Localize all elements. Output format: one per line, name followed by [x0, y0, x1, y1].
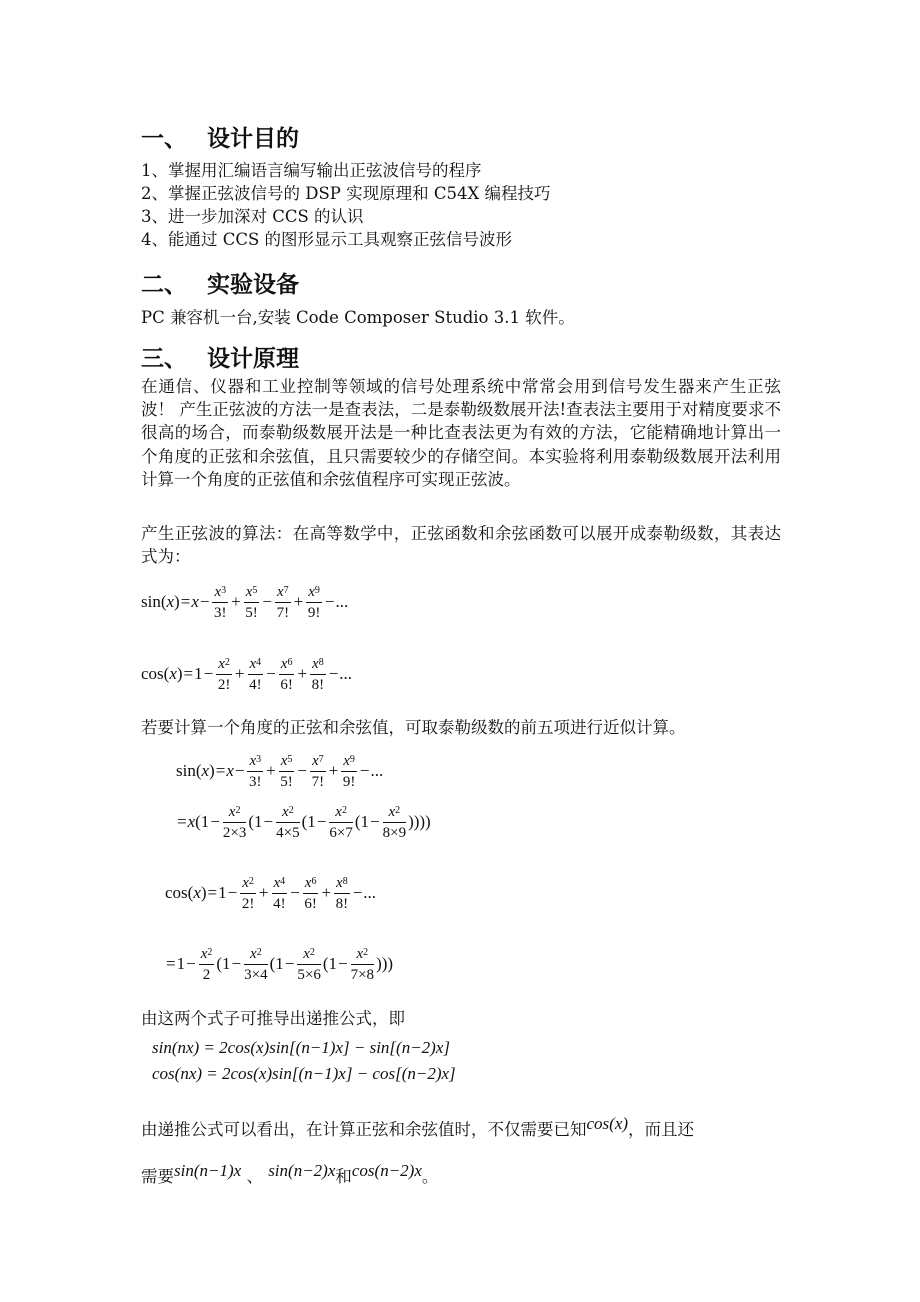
section-2-title: 实验设备 [207, 272, 299, 298]
taylor-cos-formula: cos(x)=1− $\frac{x^2}{2!}$ + $\frac{x^4}{4!}$ − $\frac{x^6}{6!}$ + $\frac{x^8}{8!}$ −... [141, 656, 353, 693]
objective-item-2: 2、掌握正弦波信号的 DSP 实现原理和 C54X 编程技巧 [141, 184, 551, 203]
principle-paragraph-1: 在通信、仪器和工业控制等领域的信号处理系统中常常会用到信号发生器来产生正弦波！ 产生正弦波的方法一是查表法，二是泰勒级数展开法!查表法主要用于对精度要求不很高的场合，而泰勒级数展开法是一种比查表法更为有效的方法，它能精确地计算出一个角度的正弦和余弦值，且只需要较少的存储空间。本实验将利用泰勒级数展开法利用计算一个角度的正弦值和余弦值程序可实现正弦波。 [141, 377, 781, 489]
section-3-number: 三、 [141, 346, 187, 372]
section-1-number: 一、 [141, 126, 187, 152]
recursion-intro: 由这两个式子可推导出递推公式，即 [141, 1009, 405, 1028]
and-text: 和 [335, 1167, 352, 1186]
conclusion-text-b: ，而且还 [628, 1120, 695, 1139]
section-3-heading [141, 340, 299, 373]
comma-separator: 、 [246, 1167, 263, 1186]
principle-paragraph-2: 产生正弦波的算法：在高等数学中，正弦函数和余弦函数可以展开成泰勒级数，其表达式为： [141, 524, 781, 567]
cos-nested-formula: =1− $\frac{x^2}{2}$ (1− $\frac{x^2}{3\times 4}$ (1− $\frac{x^2}{5\times 6}$ (1− $\frac{x^2}{7\times 8}$ ))) [166, 946, 394, 983]
sin-nested-formula: =x(1− $\frac{x^2}{2\times 3}$ (1− $\frac{x^2}{4\times 5}$ (1− $\frac{x^2}{6\times 7}$ (1− $\frac{x^2}{8\times 9}$ )))) [177, 804, 431, 841]
conclusion-text-a: 由递推公式可以看出，在计算正弦和余弦值时，不仅需要已知 [141, 1120, 587, 1139]
objective-item-3: 3、进一步加深对 CCS 的认识 [141, 207, 364, 226]
section-2-number: 二、 [141, 272, 187, 298]
approximation-sentence: 若要计算一个角度的正弦和余弦值，可取泰勒级数的前五项进行近似计算。 [141, 718, 686, 737]
cos-n-minus-2-math: cos(n−2)x [351, 1161, 422, 1180]
section-3-title: 设计原理 [207, 346, 299, 372]
objective-item-1: 1、掌握用汇编语言编写输出正弦波信号的程序 [141, 161, 482, 180]
cos-five-term-formula: cos(x)=1− $\frac{x^2}{2!}$ + $\frac{x^4}{4!}$ − $\frac{x^6}{6!}$ + $\frac{x^8}{8!}$ −... [165, 875, 377, 912]
section-1-title: 设计目的 [207, 126, 299, 152]
objective-list [141, 159, 550, 251]
section-2-heading [141, 266, 299, 299]
sin-n-minus-1-math: sin(n−1)x [174, 1161, 242, 1180]
objective-item-4: 4、能通过 CCS 的图形显示工具观察正弦信号波形 [141, 230, 513, 249]
recursion-cos-formula: cos(nx) = 2cos(x)sin[(n−1)x] − cos[(n−2)x] [152, 1064, 456, 1083]
sin-five-term-formula: sin(x)=x− $\frac{x^3}{3!}$ + $\frac{x^5}{5!}$ − $\frac{x^7}{7!}$ + $\frac{x^9}{9!}$ −... [176, 753, 384, 790]
cosx-math: cos(x) [586, 1114, 629, 1133]
need-text: 需要 [141, 1167, 174, 1186]
section-1-heading [141, 120, 299, 153]
taylor-sin-formula: sin(x)=x− $\frac{x^3}{3!}$ + $\frac{x^5}{5!}$ − $\frac{x^7}{7!}$ + $\frac{x^9}{9!}$ −... [141, 584, 349, 621]
period-text: 。 [421, 1167, 439, 1186]
equipment-text: PC 兼容机一台,安装 Code Composer Studio 3.1 软件。 [141, 308, 575, 327]
recursion-conclusion-line-2 [141, 1161, 439, 1188]
recursion-conclusion-line-1 [141, 1114, 695, 1141]
sin-n-minus-2-math: sin(n−2)x [268, 1161, 336, 1180]
recursion-sin-formula: sin(nx) = 2cos(x)sin[(n−1)x] − sin[(n−2)x] [152, 1038, 450, 1057]
